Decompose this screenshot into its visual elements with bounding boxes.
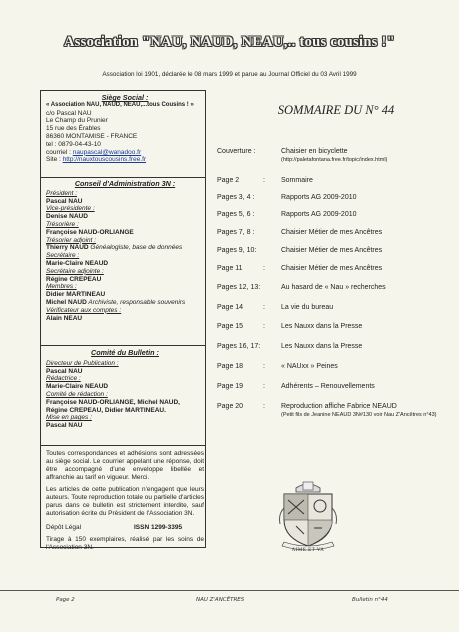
member-name: Régine CREPEAU, Didier MARTINEAU. <box>46 406 166 414</box>
member-name: Marie-Claire NEAUD <box>46 259 109 267</box>
role-label: Secrétaire : <box>46 252 80 260</box>
member-name: Françoise NAUD-ORLIANGE, Michel NAUD, <box>46 398 180 406</box>
sommaire-title-text: Adhérents – Renouvellements <box>281 383 375 390</box>
divider <box>40 345 206 346</box>
sommaire-subtitle: (http://paletafontana.free.fr/topic/index.html) <box>281 156 388 163</box>
role-label: Comité de rédaction : <box>46 390 108 398</box>
sommaire-page: Couverture : <box>217 148 256 155</box>
sommaire-title: SOMMAIRE DU N° 44 <box>277 103 395 117</box>
member-name: Pascal NAU <box>46 197 83 205</box>
sommaire-colon: : <box>263 383 265 390</box>
sommaire-title-text: La vie du bureau <box>281 304 334 311</box>
sommaire-title-text: Les Nauxx dans la Presse <box>281 343 363 350</box>
sommaire-page: Pages 16, 17: <box>217 343 261 350</box>
sommaire-title-text: Rapports AG 2009-2010 <box>281 211 357 218</box>
page-title: Association "NAU, NAUD, NEAU,.. tous cousins !" <box>63 34 396 50</box>
sommaire-title-text: Chaisier en bicyclette <box>281 148 348 155</box>
sommaire-entry <box>281 383 441 392</box>
sommaire-colon: : <box>263 177 265 184</box>
role-label: Président : <box>46 189 78 197</box>
conseil-heading: Conseil d'Administration 3N : <box>74 179 176 188</box>
legal-deposit-line <box>46 524 204 532</box>
role-label: Secrétaire adjointe : <box>46 267 104 275</box>
sommaire-entry <box>281 343 441 352</box>
siege-heading: Siège Social : <box>101 93 149 102</box>
crest-motto: AIME ET VA <box>291 548 325 553</box>
sommaire-entry <box>281 211 441 220</box>
role-label: Vice-présidente : <box>46 205 95 213</box>
sommaire-entry <box>281 323 441 332</box>
member-name: Marie-Claire NEAUD <box>46 383 109 391</box>
correspondence-note: Toutes correspondances et adhésions sont adressées au siège social. Le courrier appelant une réponse, doit être accompagné d'une enveloppe libellée et affranchie au tarif en vigueur. Merci. <box>46 450 204 481</box>
member-name: Denise NAUD <box>46 213 88 221</box>
sommaire-entry <box>281 177 441 186</box>
print-run-note: Tirage à 150 exemplaires, réalisé par les soins de l'Association 3N. <box>46 536 204 551</box>
issn: ISSN 1299-3395 <box>134 524 183 531</box>
sommaire-page: Page 19 <box>217 383 244 390</box>
sommaire-colon: : <box>263 363 265 370</box>
sommaire-subtitle: (Petit fils de Jeanine NEAUD 3N#130 voir Nau Z'Ancêtres n°43) <box>281 411 437 418</box>
sommaire-title-text: « NAUxx » Peines <box>281 363 338 370</box>
sommaire-entry <box>281 265 441 274</box>
site-line: Site : http://nauxtouscousins.free.fr <box>46 156 147 164</box>
sommaire-entry <box>281 403 441 419</box>
sommaire-page: Pages 3, 4 : <box>217 194 255 201</box>
role-label: Membres : <box>46 283 77 291</box>
association-legal-line: Association loi 1901, déclarée le 08 mars 1999 et parue au Journal Officiel du 03 Avril 1999 <box>102 71 357 78</box>
sommaire-entry <box>281 304 441 313</box>
depot-label: Dépôt Légal <box>46 524 82 531</box>
divider <box>40 177 206 178</box>
sommaire-entry <box>281 363 441 372</box>
email-link[interactable]: naupascal@wanadoo.fr <box>72 148 142 156</box>
member-line: Thierry NAUD Généalogiste, base de données <box>46 244 183 252</box>
sommaire-entry <box>281 148 441 164</box>
member-name: Pascal NAU <box>46 422 83 430</box>
sommaire-title-text: Reproduction affiche Fabrice NEAUD <box>281 403 397 410</box>
siege-line: 15 rue des Érables <box>46 125 101 133</box>
role-label: Mise en pages : <box>46 414 92 422</box>
role-label: Vérificateur aux comptes : <box>46 306 122 314</box>
sommaire-title-text: Au hasard de « Nau » recherches <box>281 284 386 291</box>
sommaire-page: Pages 9, 10: <box>217 247 257 254</box>
footer-page-number: Page 2 <box>56 597 75 603</box>
sommaire-page: Page 2 <box>217 177 240 184</box>
sommaire-entry <box>281 229 441 238</box>
sommaire-colon: : <box>263 403 265 410</box>
member-name: Didier MARTINEAU <box>46 291 106 299</box>
role-label: Trésorier adjoint : <box>46 236 97 244</box>
sommaire-title-text: Chaisier Métier de mes Ancêtres <box>281 229 383 236</box>
member-line: Michel NAUD Archiviste, responsable souvenirs <box>46 298 186 306</box>
sommaire-title-text: Chaisier Métier de mes Ancêtres <box>281 265 383 272</box>
coat-of-arms-icon <box>276 480 340 554</box>
member-name: Françoise NAUD-ORLIANGE <box>46 228 134 236</box>
email-line: courriel : naupascal@wanadoo.fr <box>46 148 142 156</box>
sommaire-page: Page 18 <box>217 363 244 370</box>
sommaire-colon: : <box>263 323 265 330</box>
footer-publication-name: NAU Z'ANCÊTRES <box>196 597 245 603</box>
sommaire-entry <box>281 247 441 256</box>
siege-association-name: « Association NAU, NAUD, NEAU,...tous Cousins ! » <box>46 101 194 108</box>
sommaire-page: Page 20 <box>217 403 244 410</box>
sommaire-title-text: Sommaire <box>281 177 313 184</box>
member-name: Régine CREPEAU <box>46 275 102 283</box>
sommaire-page: Pages 5, 6 : <box>217 211 255 218</box>
role-label: Directeur de Publication : <box>46 359 119 367</box>
sommaire-page: Pages 12, 13: <box>217 284 261 291</box>
siege-line: c/o Pascal NAU <box>46 109 92 117</box>
conseil-section <box>46 180 204 322</box>
role-label: Rédactrice : <box>46 375 81 383</box>
siege-line: 86360 MONTAMISE - FRANCE <box>46 132 138 140</box>
footer-rule <box>0 590 459 592</box>
bulletin-section <box>46 349 204 430</box>
sommaire-entry <box>281 194 441 203</box>
sommaire-page: Pages 7, 8 : <box>217 229 255 236</box>
siege-line: Le Champ du Prunier <box>46 117 108 125</box>
sommaire-title-text: Les Nauxx dans la Presse <box>281 323 363 330</box>
sommaire-entry <box>281 284 441 293</box>
sommaire-colon: : <box>263 265 265 272</box>
siege-line: tel : 0879-04-43-10 <box>46 140 101 148</box>
site-link[interactable]: http://nauxtouscousins.free.fr <box>62 156 147 164</box>
siege-social-section <box>46 94 204 164</box>
role-label: Trésorière : <box>46 220 79 228</box>
sommaire-page: Page 15 <box>217 323 244 330</box>
bulletin-heading: Comité du Bulletin : <box>91 348 159 357</box>
footer-bulletin-number: Bulletin n°44 <box>352 597 388 603</box>
sommaire-page: Page 11 <box>217 265 243 272</box>
sommaire-colon: : <box>263 304 265 311</box>
copyright-note: Les articles de cette publication n'engagent que leurs auteurs. Toute reproduction totale ou partielle d'articles parus dans ce bulletin est strictement interdite, sauf autorisation écrite du Président de l'Association 3N. <box>46 486 204 517</box>
divider <box>40 445 206 446</box>
member-name: Alain NEAU <box>46 314 83 322</box>
sommaire-title-text: Chaisier Métier de mes Ancêtres <box>281 247 383 254</box>
member-name: Pascal NAU <box>46 367 83 375</box>
sommaire-title-text: Rapports AG 2009-2010 <box>281 194 357 201</box>
sommaire-page: Page 14 <box>217 304 244 311</box>
